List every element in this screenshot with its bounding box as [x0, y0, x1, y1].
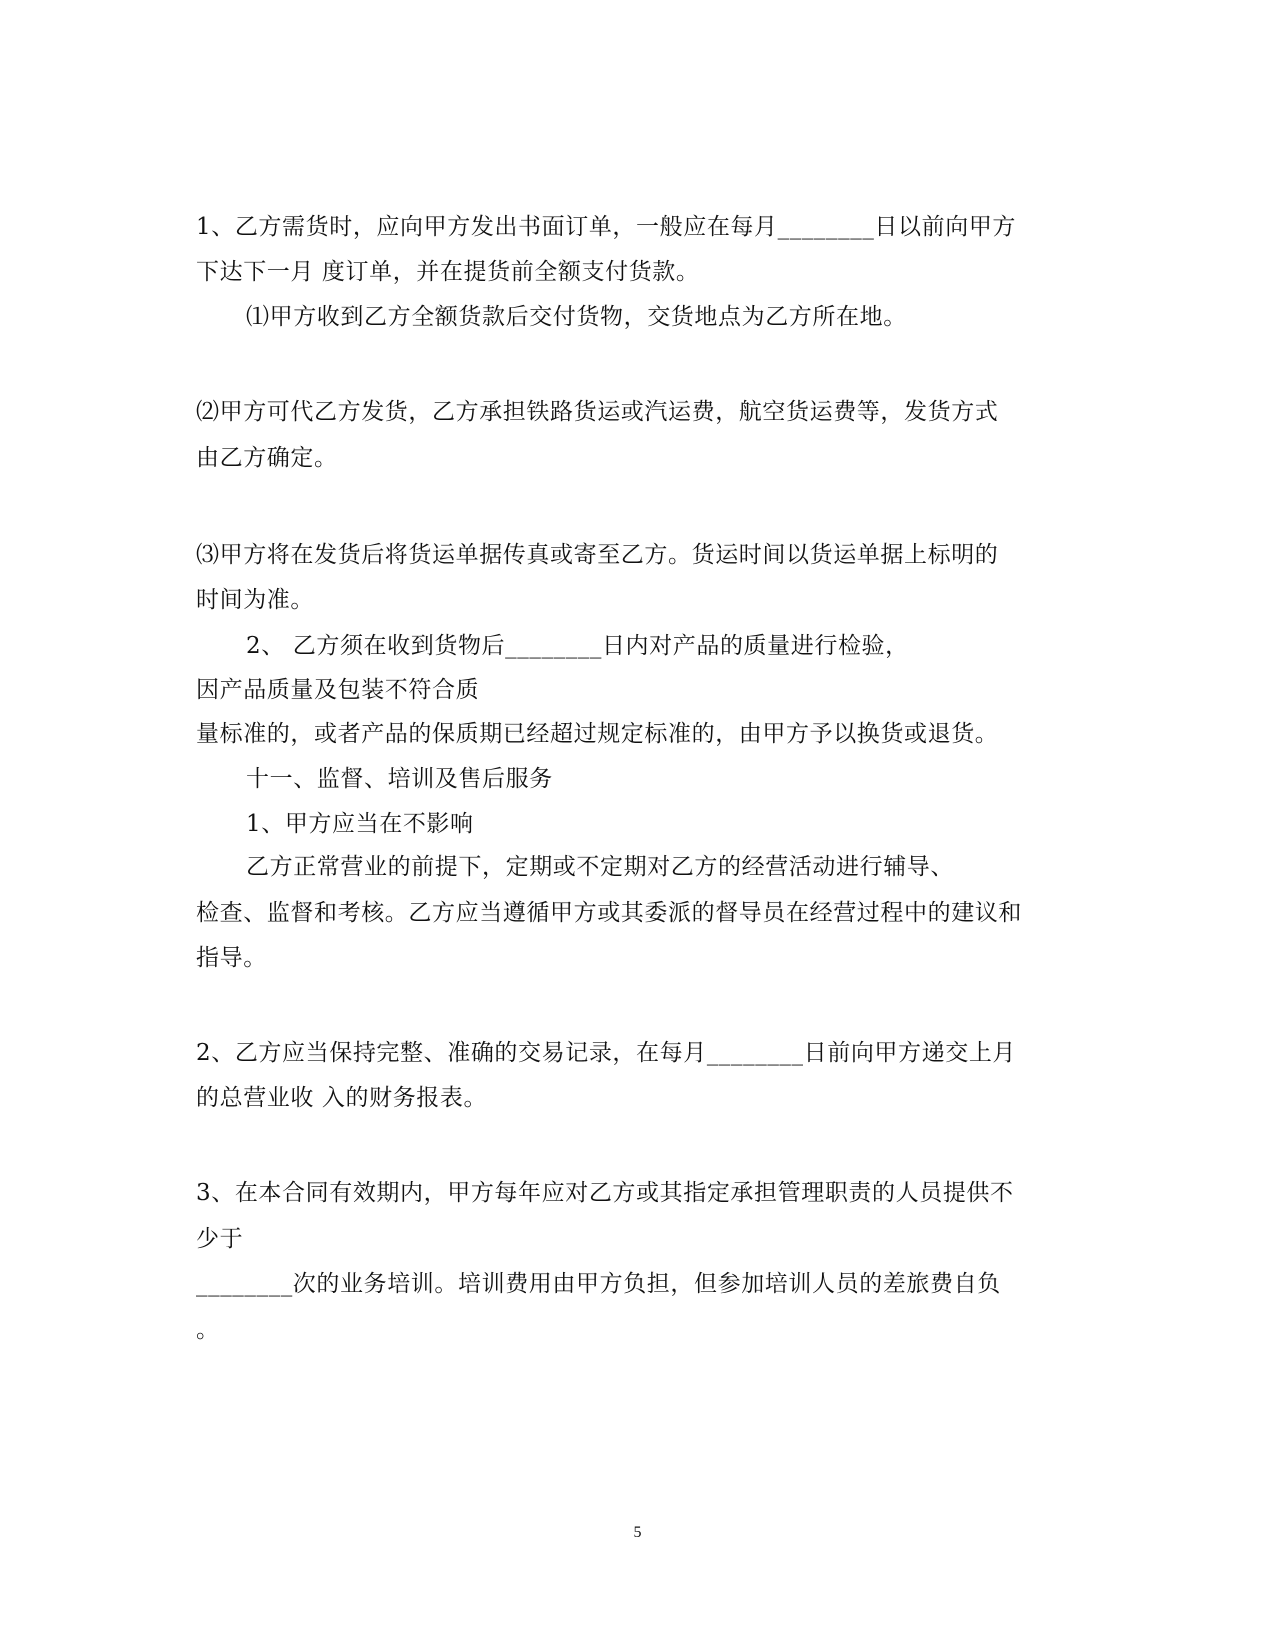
text-line: 因产品质量及包装不符合质 — [196, 677, 480, 703]
text-line: 1、乙方需货时，应向甲方发出书面订单，一般应在每月________日以前向甲方 — [196, 214, 1017, 240]
text-line: 1、甲方应当在不影响 — [246, 811, 474, 837]
text-line: 乙方正常营业的前提下，定期或不定期对乙方的经营活动进行辅导、 — [246, 854, 954, 880]
section-heading: 十一、监督、培训及售后服务 — [246, 766, 553, 792]
text-line: 2、乙方应当保持完整、准确的交易记录，在每月________日前向甲方递交上月 — [196, 1040, 1017, 1066]
text-line: ⑴甲方收到乙方全额货款后交付货物，交货地点为乙方所在地。 — [246, 304, 907, 330]
text-line: 由乙方确定。 — [196, 445, 338, 471]
text-line: 时间为准。 — [196, 587, 314, 613]
text-line: 指导。 — [196, 945, 267, 971]
text-line: 少于 — [196, 1226, 244, 1252]
page-number: 5 — [633, 1524, 642, 1541]
text-line: 量标准的，或者产品的保质期已经超过规定标准的，由甲方予以换货或退货。 — [196, 721, 999, 747]
text-line: 2、 乙方须在收到货物后________日内对产品的质量进行检验， — [246, 633, 909, 659]
text-line: 。 — [196, 1317, 220, 1343]
text-line: 下达下一月 度订单，并在提货前全额支付货款。 — [196, 259, 700, 285]
text-line: ________次的业务培训。培训费用由甲方负担，但参加培训人员的差旅费自负 — [196, 1271, 1001, 1297]
text-line: 的总营业收 入的财务报表。 — [196, 1085, 488, 1111]
text-line: 3、在本合同有效期内，甲方每年应对乙方或其指定承担管理职责的人员提供不 — [196, 1180, 1014, 1206]
text-line: 检查、监督和考核。乙方应当遵循甲方或其委派的督导员在经营过程中的建议和 — [196, 900, 1022, 926]
text-line: ⑶甲方将在发货后将货运单据传真或寄至乙方。货运时间以货运单据上标明的 — [196, 542, 999, 568]
text-line: ⑵甲方可代乙方发货，乙方承担铁路货运或汽运费，航空货运费等，发货方式 — [196, 399, 999, 425]
